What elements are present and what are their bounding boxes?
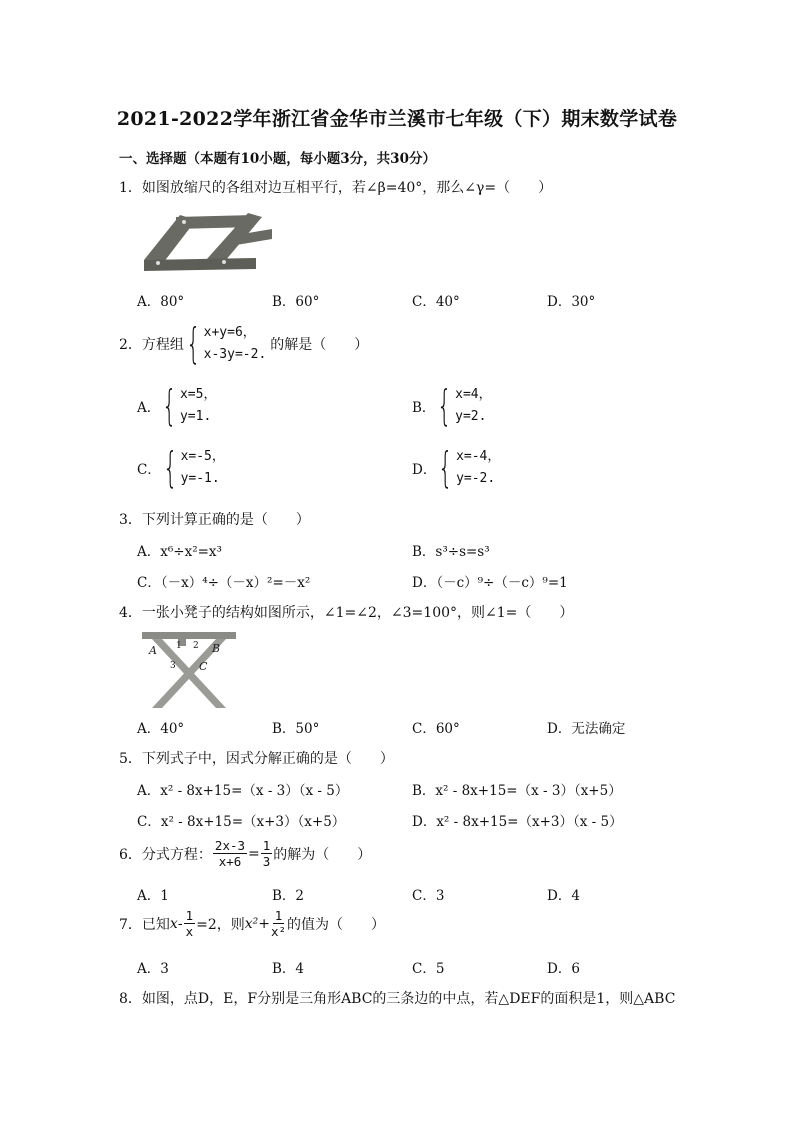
q4-option-b: B．50°: [272, 721, 320, 737]
q4-option-d: D．无法确定: [547, 721, 626, 737]
q7-fraction-2: $\frac{1}{\text{x²}}$: [270, 908, 287, 939]
q2-option-a: A． { x=5， y=1.: [137, 381, 217, 430]
question-8-stem: 8．如图，点D，E，F分别是三角形ABC的三条边的中点，若△DEF的面积是1，则△ABC: [119, 991, 676, 1007]
q3-option-c: C．（－x）⁴÷（－x）²=－x²: [137, 575, 311, 591]
stool-label-c: C: [199, 660, 208, 673]
q6-option-d: D．4: [547, 888, 580, 904]
q1-option-c: C．40°: [412, 294, 460, 310]
q2-option-b: B． { x=4， y=2.: [412, 381, 492, 430]
question-5-stem: 5．下列式子中，因式分解正确的是（ ）: [119, 751, 394, 767]
q7-option-b: B．4: [272, 961, 305, 977]
q7-option-c: C．5: [412, 961, 445, 977]
q4-option-a: A．40°: [137, 721, 185, 737]
pantograph-figure: [136, 205, 276, 277]
q3-option-a: A．x⁶÷x²=x³: [137, 544, 222, 560]
q6-option-a: A．1: [137, 888, 169, 904]
q5-option-a: A．x² - 8x+15=（x - 3）（x - 5）: [137, 783, 349, 799]
q6-fraction-2: $\frac{1}{3}$: [262, 838, 271, 869]
q2-option-d: D． { x=-4， y=-2.: [412, 443, 501, 492]
page-title: 2021-2022学年浙江省金华市兰溪市七年级（下）期末数学试卷: [116, 108, 678, 130]
question-3-stem: 3．下列计算正确的是（ ）: [119, 512, 310, 528]
q6-option-b: B．2: [272, 888, 305, 904]
q5-option-c: C．x² - 8x+15=（x+3）（x+5）: [137, 814, 346, 830]
question-6-stem: 6．分式方程： $\frac{2x-3}{x+6}$ = $\frac{1}{3}$ 的解为（ ）: [119, 838, 372, 869]
stool-angle-1: 1: [176, 641, 182, 651]
q1-option-d: D．30°: [547, 294, 596, 310]
q7-option-d: D．6: [547, 961, 580, 977]
question-7-stem: 7．已知 x - $\frac{1}{x}$ =2，则 x²+ $\frac{1}{\text{x²}}$ 的值为（ ）: [119, 908, 386, 939]
q7-fraction-1: $\frac{1}{x}$: [185, 908, 194, 939]
q4-option-c: C．60°: [412, 721, 460, 737]
stool-angle-3: 3: [170, 661, 176, 671]
q6-option-c: C．3: [412, 888, 445, 904]
q5-option-b: B．x² - 8x+15=（x - 3）（x+5）: [412, 783, 622, 799]
q3-option-b: B．s³÷s=s³: [412, 544, 490, 560]
stool-label-a: A: [149, 644, 157, 657]
q3-option-d: D．（－c）⁹÷（－c）⁹=1: [412, 575, 568, 591]
q7-option-a: A．3: [137, 961, 169, 977]
q6-fraction-1: $\frac{2x-3}{x+6}$: [214, 838, 246, 869]
q5-option-d: D．x² - 8x+15=（x+3）（x - 5）: [412, 814, 623, 830]
stool-label-b: B: [212, 642, 221, 655]
question-4-stem: 4．一张小凳子的结构如图所示，∠1=∠2，∠3=100°，则∠1=（ ）: [119, 605, 574, 621]
section-heading: 一、选择题（本题有10小题，每小题3分，共30分）: [119, 151, 436, 167]
q2-option-c: C． { x=-5， y=-1.: [137, 443, 225, 492]
question-2-stem: 2．方程组 { x+y=6， x-3y=-2. 的解是（ ）: [119, 319, 369, 368]
question-1-stem: 1．如图放缩尺的各组对边互相平行，若∠β=40°，那么∠γ=（ ）: [119, 180, 553, 196]
q1-option-b: B．60°: [272, 294, 320, 310]
stool-angle-2: 2: [193, 641, 199, 651]
stool-figure: [138, 630, 240, 710]
q1-option-a: A．80°: [137, 294, 185, 310]
